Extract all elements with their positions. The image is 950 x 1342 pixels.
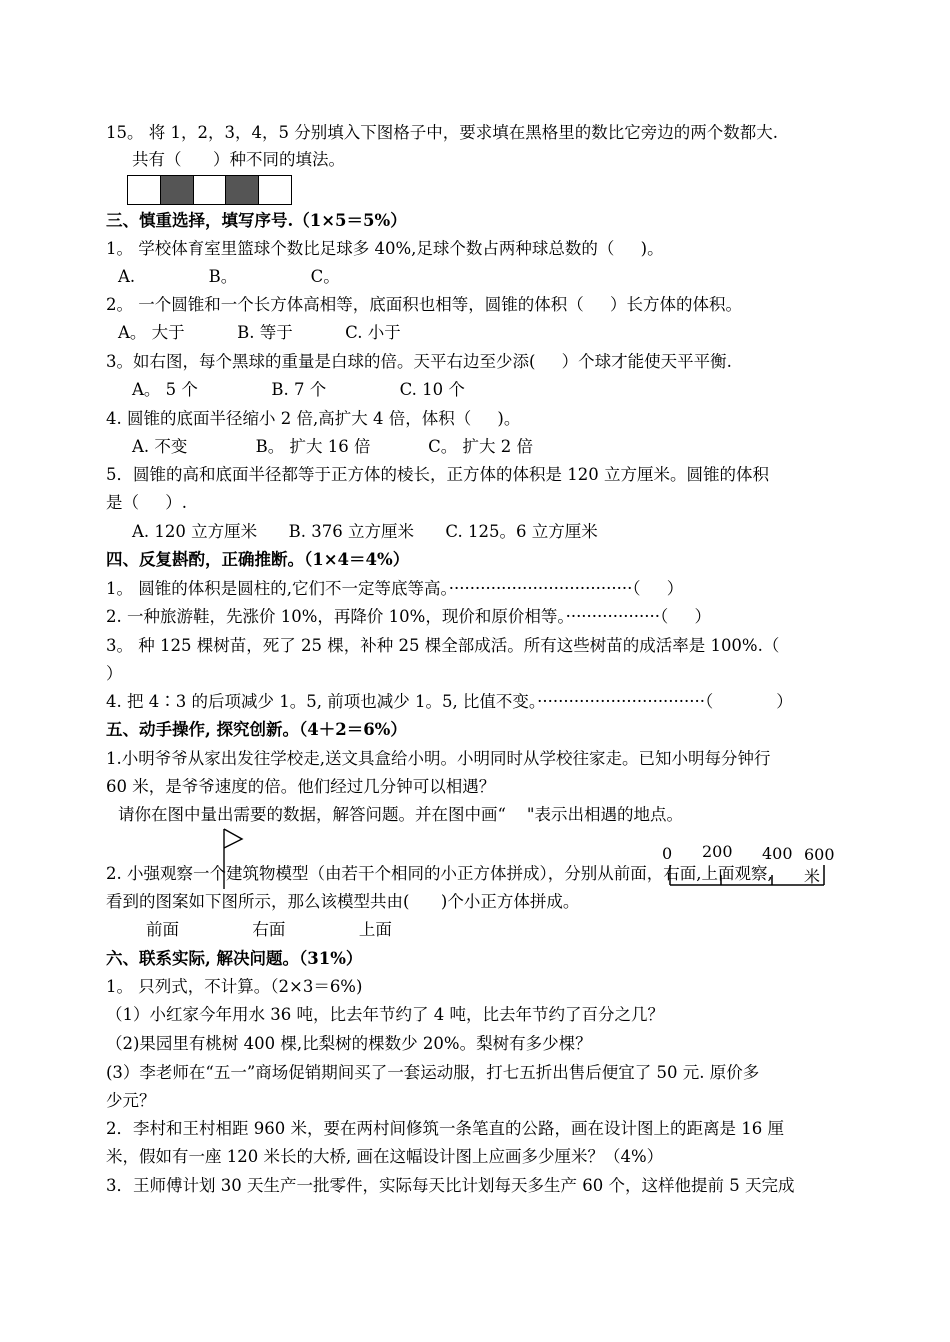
s3-q4: 4. 圆锥的底面半径缩小 2 倍,高扩大 4 倍，体积（ )。 xyxy=(106,409,521,428)
scale-label-600: 600 米 xyxy=(804,845,835,886)
s6-q1: 1。 只列式，不计算。（2×3＝6%) xyxy=(106,977,363,996)
s3-q5-line1: 5．圆锥的高和底面半径都等于正方体的棱长，正方体的体积是 120 立方厘米。圆锥的体积 xyxy=(106,465,769,484)
s6-q1-2: （2)果园里有桃树 400 棵,比梨树的棵数少 20%。梨树有多少棵？ xyxy=(106,1034,592,1053)
grid-cell-2 xyxy=(161,176,194,204)
s6-q3-line1: 3．王师傅计划 30 天生产一批零件，实际每天比计划每天多生产 60 个，这样他提前 5 天完成 xyxy=(106,1176,795,1195)
view-labels: 前面 右面 上面 xyxy=(146,920,392,939)
section-4-title: 四、反复斟酌，正确推断。（1×4＝4%） xyxy=(106,550,410,569)
s6-q1-3-line2: 少元？ xyxy=(106,1091,156,1110)
s6-q1-1: （1）小红家今年用水 36 吨，比去年节约了 4 吨，比去年节约了百分之几？ xyxy=(106,1005,664,1024)
s5-q2-line1: 2. 小强观察一个建筑物模型（由若干个相同的小正方体拼成），分别从前面，右面,上面观察, xyxy=(106,864,773,883)
s4-q2: 2. 一种旅游鞋，先涨价 10%，再降价 10%，现价和原价相等。··················（ ） xyxy=(106,607,711,626)
s5-q2-line2: 看到的图案如下图所示，那么该模型共由( )个小正方体拼成。 xyxy=(106,892,580,911)
s6-q1-3-line1: (3）李老师在“五一”商场促销期间买了一套运动服，打七五折出售后便宜了 50 元. 原价多 xyxy=(106,1063,760,1082)
grid-cell-1 xyxy=(128,176,161,204)
scale-bar xyxy=(660,843,830,889)
section-3-title: 三、慎重选择，填写序号.（1×5＝5%） xyxy=(106,211,407,230)
grid-cell-5 xyxy=(259,176,291,204)
s3-q2-options: A。 大于 B. 等于 C. 小于 xyxy=(118,323,401,342)
s3-q1: 1。 学校体育室里篮球个数比足球多 40%,足球个数占两种球总数的（ )。 xyxy=(106,239,664,258)
grid-cell-4 xyxy=(226,176,259,204)
q15-line2: 共有（ ）种不同的填法。 xyxy=(132,150,345,169)
s3-q5-options: A. 120 立方厘米 B. 376 立方厘米 C. 125。6 立方厘米 xyxy=(132,522,598,541)
s4-q3-line2: ） xyxy=(106,664,123,683)
s4-q4: 4. 把 4∶3 的后项减少 1。5, 前项也减少 1。5, 比值不变。································（ ） xyxy=(106,692,793,711)
grid-cells xyxy=(127,175,292,205)
s3-q2: 2。 一个圆锥和一个长方体高相等，底面积也相等，圆锥的体积（ ）长方体的体积。 xyxy=(106,295,742,314)
s5-q1-line1: 1.小明爷爷从家出发往学校走,送文具盒给小明。小明同时从学校往家走。已知小明每分钟行 xyxy=(106,749,771,768)
s3-q5-line2: 是（ ）. xyxy=(106,493,187,512)
s5-q1-line2: 60 米，是爷爷速度的倍。他们经过几分钟可以相遇？ xyxy=(106,777,496,796)
scale-label-0: 0 xyxy=(662,844,673,863)
s5-q1-line3: 请你在图中量出需要的数据，解答问题。并在图中画“ "表示出相遇的地点。 xyxy=(118,805,684,824)
s6-q2-line1: 2．李村和王村相距 960 米，要在两村间修筑一条笔直的公路，画在设计图上的距离是 16 厘 xyxy=(106,1119,784,1138)
q15-line1: 15。 将 1，2，3，4，5 分别填入下图格子中，要求填在黑格里的数比它旁边的两个数都大. xyxy=(106,123,778,142)
s4-q1: 1。 圆锥的体积是圆柱的,它们不一定等底等高。···································（ ） xyxy=(106,579,684,598)
s3-q4-options: A. 不变 B。 扩大 16 倍 C。 扩大 2 倍 xyxy=(132,437,533,456)
s6-q2-line2: 米，假如有一座 120 米长的大桥, 画在这幅设计图上应画多少厘米？（4%） xyxy=(106,1147,664,1166)
s3-q3: 3。如右图，每个黑球的重量是白球的倍。天平右边至少添( ）个球才能使天平平衡. xyxy=(106,352,732,371)
s3-q3-options: A。 5 个 B. 7 个 C. 10 个 xyxy=(132,380,465,399)
scale-label-400: 400 xyxy=(762,844,793,863)
section-5-title: 五、动手操作, 探究创新。（4＋2＝6%） xyxy=(106,720,407,739)
s3-q1-options: A. B。 C。 xyxy=(118,267,340,286)
grid-cell-3 xyxy=(194,176,227,204)
section-6-title: 六、联系实际, 解决问题。（31%） xyxy=(106,949,363,968)
s4-q3-line1: 3。 种 125 棵树苗，死了 25 棵，补种 25 棵全部成活。所有这些树苗的成活率是 100%.（ xyxy=(106,636,780,655)
scale-label-200: 200 xyxy=(702,842,733,861)
